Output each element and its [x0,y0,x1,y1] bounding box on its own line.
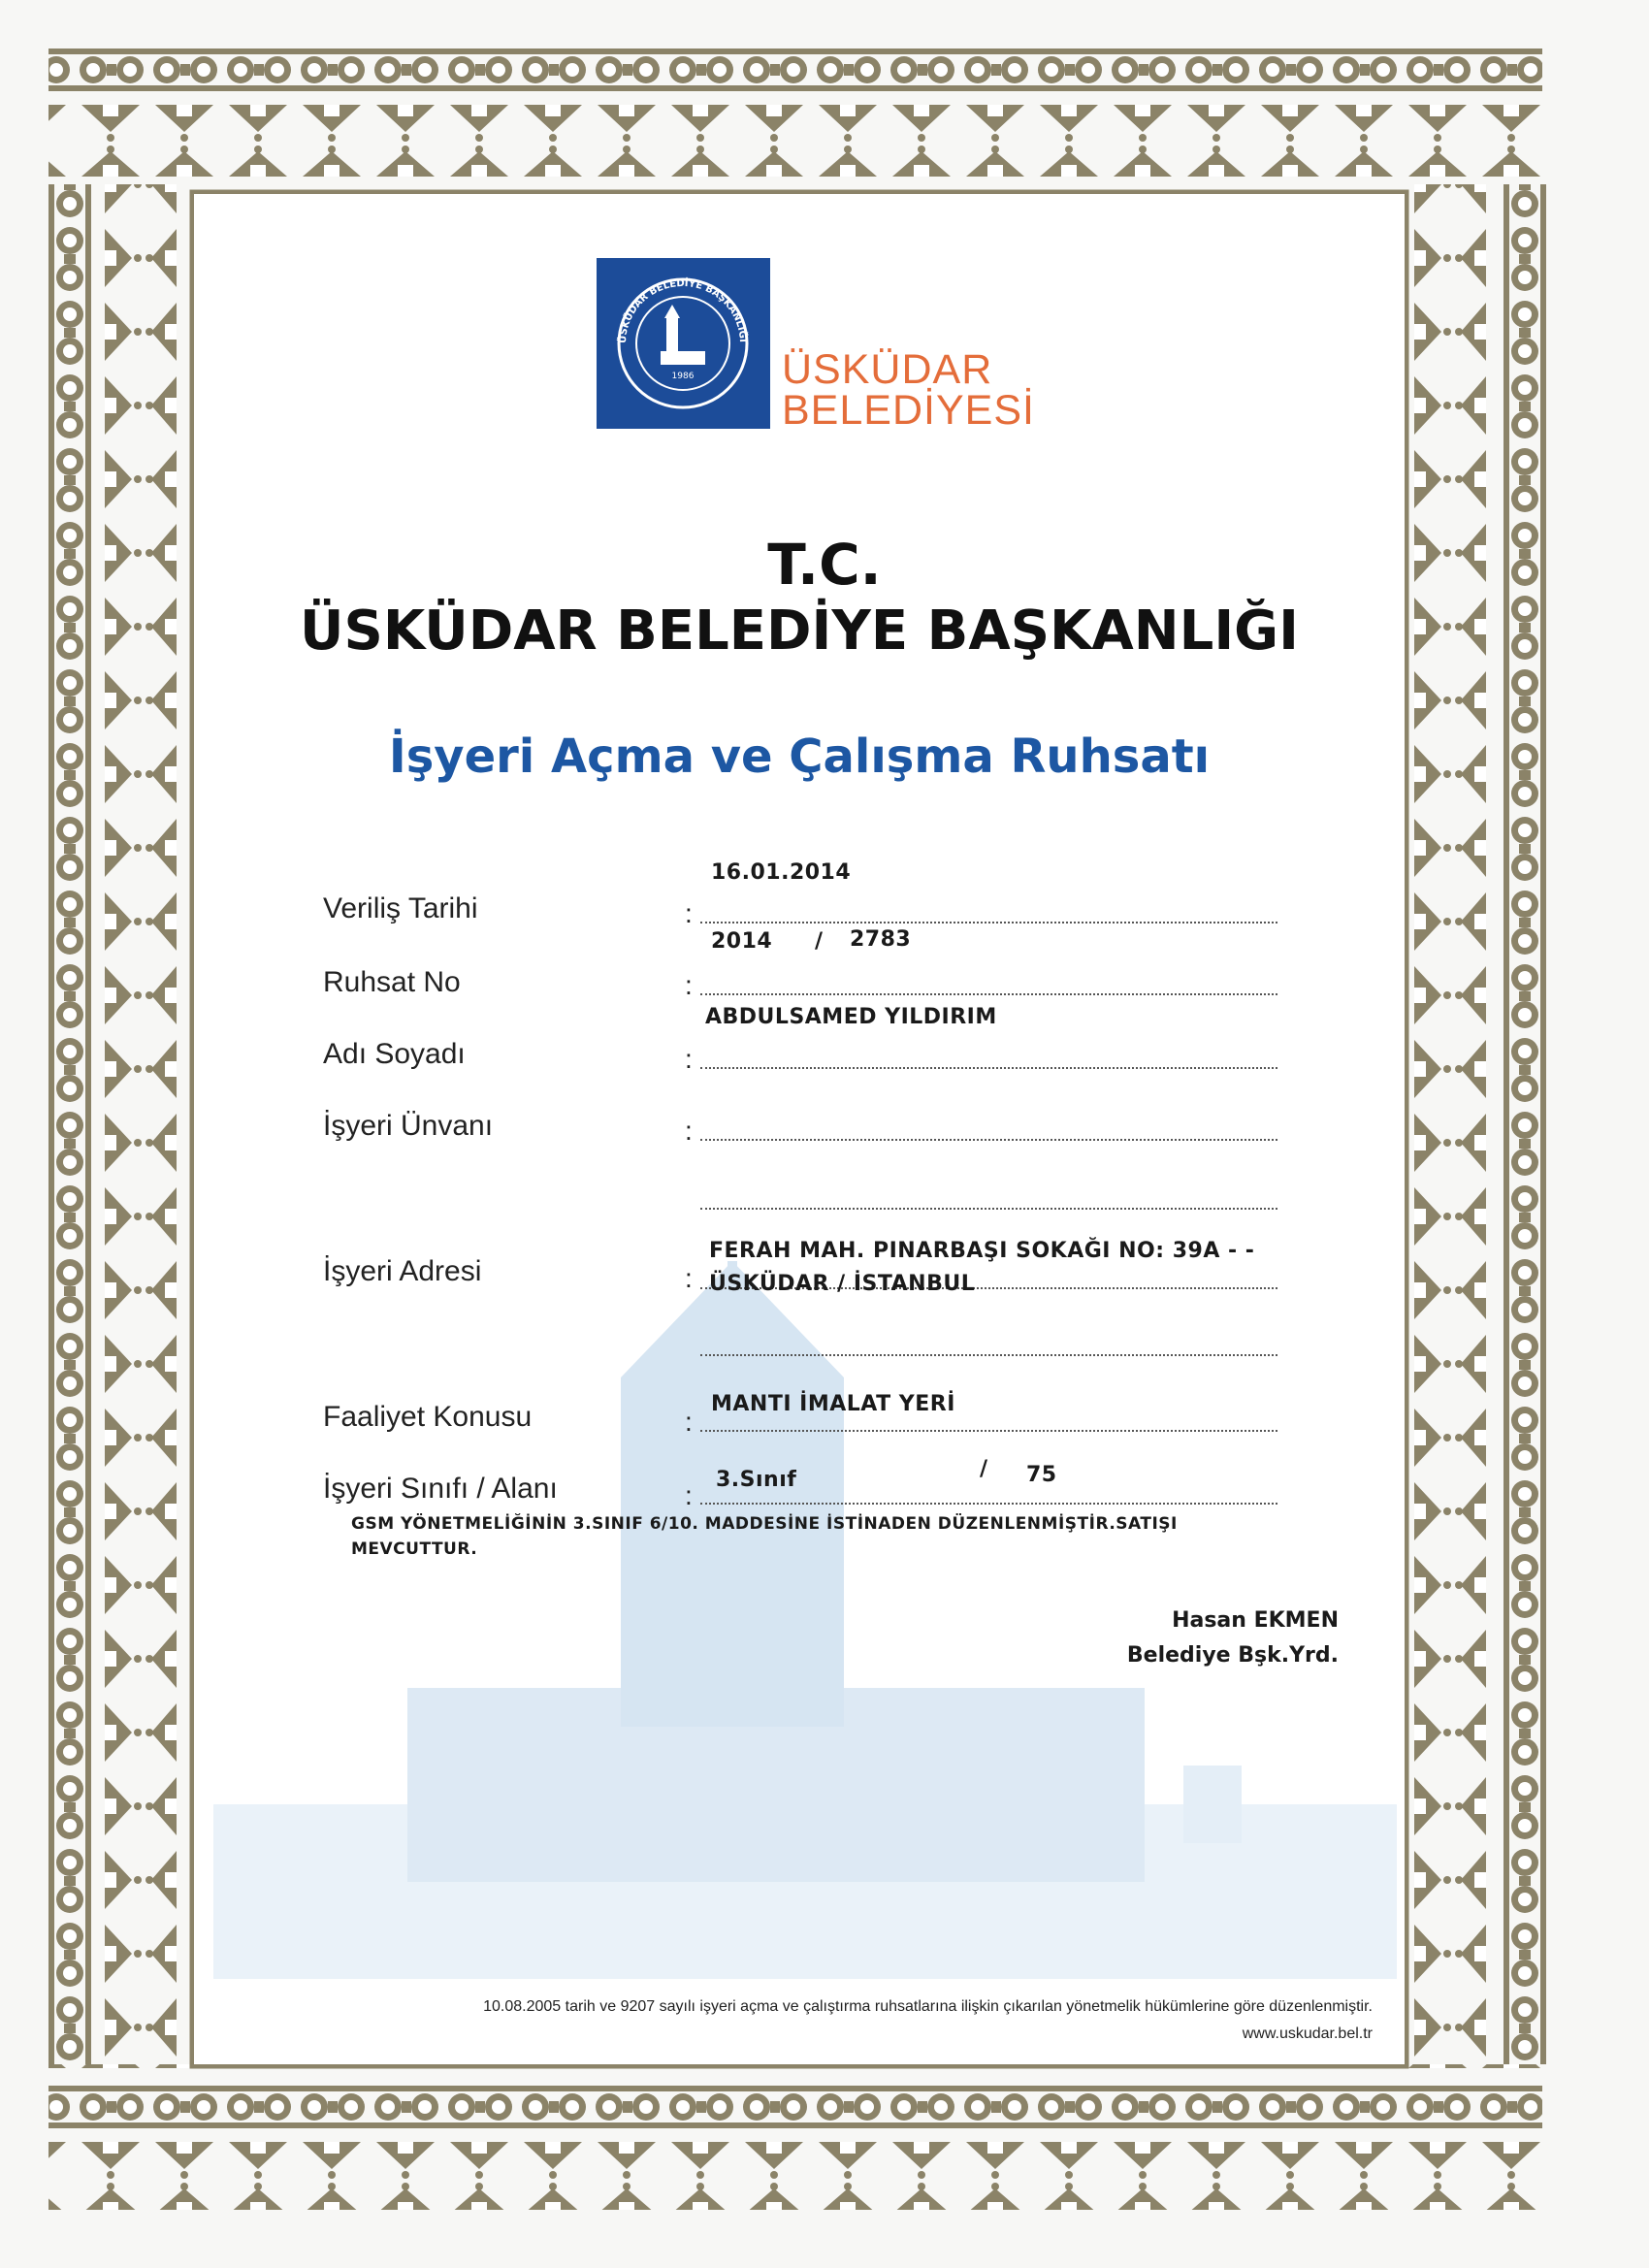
address-label: İşyeri Adresi [323,1255,482,1287]
address-value-line2: ÜSKÜDAR / İSTANBUL [709,1272,976,1296]
activity-line [700,1430,1277,1432]
address-value-line1: FERAH MAH. PINARBAŞI SOKAĞI NO: 39A - - [709,1239,1255,1263]
class-value: 3.Sınıf [716,1468,797,1492]
name-line [700,1067,1277,1069]
logo-line1: ÜSKÜDAR [782,346,993,393]
license-number-value: 2783 [850,927,912,952]
signatory-name: Hasan EKMEN [1172,1608,1339,1633]
license-no-line [700,993,1277,995]
regulation-note: GSM YÖNETMELİĞİNİN 3.SINIF 6/10. MADDESİNE İSTİNADEN DÜZENLENMİŞTİR.SATIŞI MEVCUTTUR. [351,1514,1178,1559]
logo-line2: BELEDİYESİ [782,387,1035,434]
footer-legal-text: 10.08.2005 tarih ve 9207 sayılı işyeri açma ve çalıştırma ruhsatlarına ilişkin çıkarılan yönetmelik hükümlerine göre düzenlenmiştir. [483,1998,1373,2015]
institution-title: ÜSKÜDAR BELEDİYE BAŞKANLIĞI [300,599,1299,663]
business-title-colon: : [685,1116,693,1146]
license-year-value: 2014 [711,929,773,954]
svg-text:ÜSKÜDAR BELEDİYE BAŞKANLIĞI: ÜSKÜDAR BELEDİYE BAŞKANLIĞI [617,277,749,344]
issue-date-value: 16.01.2014 [711,860,852,885]
class-area-colon: : [685,1480,693,1510]
logo-wordmark [782,346,1035,434]
business-title-label: İşyeri Ünvanı [323,1110,494,1142]
issue-date-line [700,922,1277,923]
footer-website: www.uskudar.bel.tr [1242,2025,1373,2042]
license-no-colon: : [685,970,693,1000]
address-line-2 [700,1354,1277,1356]
svg-text:1986: 1986 [671,372,695,381]
name-label: Adı Soyadı [323,1038,466,1070]
address-colon: : [685,1263,693,1293]
license-no-label: Ruhsat No [323,966,461,998]
business-title-line-2 [700,1208,1277,1210]
business-title-line [700,1139,1277,1141]
municipality-logo [597,258,770,429]
issue-date-colon: : [685,898,693,928]
activity-colon: : [685,1407,693,1437]
class-area-separator: / [980,1457,988,1481]
title-tc: T.C. [767,532,882,598]
document-title: İşyeri Açma ve Çalışma Ruhsatı [388,729,1211,784]
class-area-label: İşyeri Sınıfı / Alanı [323,1473,558,1505]
signatory-title: Belediye Bşk.Yrd. [1126,1643,1339,1668]
activity-label: Faaliyet Konusu [323,1401,533,1433]
area-value: 75 [1026,1463,1057,1487]
issue-date-label: Veriliş Tarihi [323,892,478,924]
name-colon: : [685,1044,693,1074]
name-value: ABDULSAMED YILDIRIM [705,1005,997,1029]
class-area-line [700,1503,1277,1505]
seal-icon [597,258,770,429]
license-separator: / [815,929,824,954]
activity-value: MANTI İMALAT YERİ [711,1392,955,1416]
